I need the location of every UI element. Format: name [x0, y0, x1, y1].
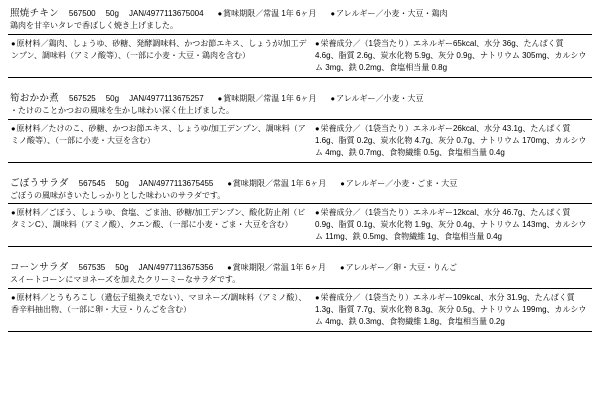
bullet-icon: ● — [217, 93, 223, 103]
product-name: 照焼チキン — [10, 8, 59, 19]
product-weight: 50g — [115, 263, 129, 273]
product-expiry: 賞味期限／常温 1年 6ヶ月 — [223, 9, 317, 18]
product-detail-table — [8, 119, 592, 163]
nutrition-cell — [311, 289, 592, 331]
product-allergy: アレルギー／小麦・大豆・鶏肉 — [335, 9, 448, 18]
product-weight: 50g — [115, 178, 129, 188]
product-expiry: 賞味期限／常温 1年 6ヶ月 — [232, 263, 327, 273]
product-description-line: ・たけのことかつおの風味を生かし味わい深く仕上げました。 — [10, 105, 234, 115]
spacer — [8, 80, 592, 89]
product-jan: JAN/4977113675257 — [129, 93, 204, 103]
bullet-icon: ● — [11, 293, 16, 303]
ingredients-cell — [8, 289, 311, 331]
bullet-icon: ● — [315, 293, 320, 303]
product-expiry: 賞味期限／常温 1年 6ヶ月 — [223, 93, 317, 103]
product-description — [8, 274, 592, 288]
product-jan: JAN/4977113675455 — [138, 178, 214, 188]
product-allergy: アレルギー／小麦・ごま・大豆 — [345, 178, 458, 188]
spacer — [8, 165, 592, 174]
bullet-icon: ● — [340, 178, 345, 188]
product-block — [8, 4, 592, 78]
product-block — [8, 258, 592, 332]
product-code: 567545 — [78, 178, 106, 188]
bullet-icon: ● — [11, 208, 16, 218]
nutrition-text: 栄養成分／（1袋当たり）エネルギー26kcal、水分 43.1g、たんぱく質 1.6g、脂質 0.2g、炭水化物 4.7g、灰分 0.7g、ナトリウム 170mg、カルシウム 4mg、鉄 0.7mg、食物繊維 0.5g、食塩相当量 0.4g — [315, 123, 587, 157]
product-weight: 50g — [105, 9, 119, 18]
product-code: 567500 — [68, 9, 96, 18]
bullet-icon: ● — [11, 123, 16, 133]
product-jan: JAN/4977113675356 — [138, 263, 214, 273]
nutrition-cell — [311, 35, 592, 77]
product-block — [8, 89, 592, 163]
ingredients-cell — [8, 204, 311, 246]
bullet-icon: ● — [11, 38, 16, 48]
product-header — [8, 174, 592, 190]
product-header — [8, 258, 592, 274]
product-weight: 50g — [105, 93, 120, 103]
product-name: ごぼうサラダ — [10, 177, 69, 189]
product-expiry: 賞味期限／常温 1年 6ヶ月 — [232, 178, 327, 188]
product-description-line: ごぼうの風味がきいたしっかりとした味わいのサラダです。 — [10, 190, 226, 200]
product-code: 567535 — [78, 263, 106, 273]
nutrition-text: 栄養成分／（1袋当たり）エネルギー12kcal、水分 46.7g、たんぱく質 0.9g、脂質 0.1g、炭水化物 1.9g、灰分 0.4g、ナトリウム 143mg、カルシウム 11mg、鉄 0.5mg、食物繊維 1g、食塩相当量 0.4g — [315, 208, 587, 242]
nutrition-cell — [311, 120, 592, 162]
ingredients-cell — [8, 120, 311, 162]
product-name: 筍おかか煮 — [10, 92, 60, 104]
bullet-icon: ● — [315, 123, 320, 133]
bullet-icon: ● — [315, 38, 320, 48]
product-name: コーンサラダ — [10, 262, 69, 274]
nutrition-text: 栄養成分／（1袋当たり）エネルギー109kcal、水分 31.9g、たんぱく質 1.3g、脂質 7.7g、炭水化物 8.3g、灰分 0.5g、ナトリウム 199mg、カルシウム 4mg、鉄 0.3mg、食物繊維 1.8g、食塩相当量 0.2g — [315, 293, 587, 327]
bullet-icon: ● — [330, 93, 336, 103]
nutrition-cell — [311, 204, 592, 246]
bullet-icon: ● — [315, 208, 320, 218]
spacer — [8, 249, 592, 258]
ingredients-text: 原材料／ごぼう、しょうゆ、食塩、ごま油、砂糖/加工デンプン、酸化防止剤（ビタミンC）、調味料（アミノ酸）、クエン酸、（一部に小麦・ごま・大豆を含む） — [11, 208, 306, 230]
product-code: 567525 — [69, 93, 96, 103]
product-detail-table — [8, 288, 592, 332]
product-description-line: 鶏肉を甘辛いタレで香ばしく焼き上げました。 — [10, 21, 178, 30]
product-jan: JAN/4977113675004 — [128, 9, 204, 18]
bullet-icon: ● — [330, 9, 335, 18]
product-detail-table — [8, 203, 592, 247]
ingredients-text: 原材料／とうもろこし（遺伝子組換えでない）、マヨネーズ/調味料（アミノ酸）、香辛料抽出物、（一部に卵・大豆・りんごを含む） — [11, 293, 307, 315]
bullet-icon: ● — [217, 9, 223, 18]
product-description-line: スイートコーンにマヨネーズを加えたクリーミーなサラダです。 — [10, 275, 241, 285]
product-allergy: アレルギー／卵・大豆・りんご — [345, 263, 458, 273]
product-detail-table — [8, 34, 592, 78]
ingredients-text: 原材料／鶏肉、しょうゆ、砂糖、発酵調味料、かつお節エキス、しょうが/加工デンプン、調味料（アミノ酸等）、（一部に小麦・大豆・鶏肉を含む） — [11, 38, 307, 60]
product-description — [8, 190, 592, 204]
product-header — [8, 4, 592, 20]
product-description — [8, 105, 592, 119]
product-header — [8, 89, 592, 105]
product-block — [8, 174, 592, 248]
bullet-icon: ● — [227, 178, 232, 188]
bullet-icon: ● — [340, 263, 345, 273]
product-description — [8, 20, 592, 34]
nutrition-text: 栄養成分／（1袋当たり）エネルギー65kcal、水分 36g、たんぱく質 4.6g、脂質 2.6g、炭水化物 5.9g、灰分 0.9g、ナトリウム 305mg、カルシウム 3mg、鉄 0.2mg、食塩相当量 0.8g — [315, 38, 587, 72]
ingredients-cell — [8, 35, 311, 77]
bullet-icon: ● — [227, 263, 232, 273]
ingredients-text: 原材料／たけのこ、砂糖、かつお節エキス、しょうゆ/加工デンプン、調味料（アミノ酸等）、（一部に小麦・大豆を含む） — [11, 123, 306, 145]
product-allergy: アレルギー／小麦・大豆 — [336, 93, 424, 103]
